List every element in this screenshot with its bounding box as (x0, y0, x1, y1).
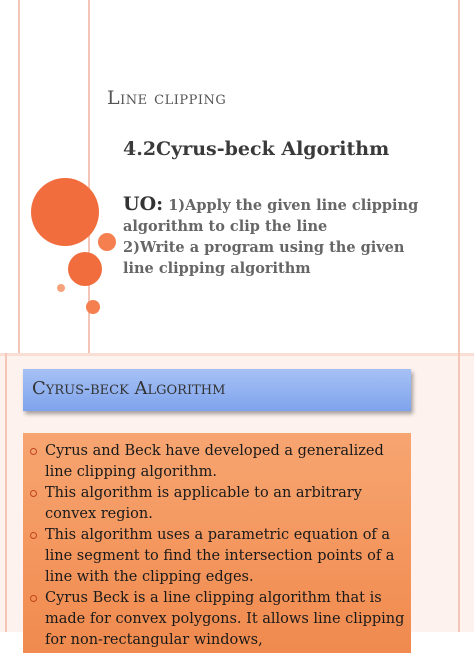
decorative-circle (68, 252, 102, 286)
list-item (23, 588, 403, 651)
bullet-circle-icon (30, 595, 37, 602)
decorative-circle (57, 284, 65, 292)
bullet-text: This algorithm is applicable to an arbitrary (45, 485, 362, 501)
bullet-text: for non-rectangular windows, (45, 632, 263, 648)
uo-first-line (123, 194, 453, 216)
decorative-circle (98, 233, 116, 251)
decorative-line (458, 353, 460, 632)
uo-text: 2)Write a program using the given (123, 239, 405, 256)
unit-outcomes (123, 194, 453, 279)
decorative-line (18, 0, 20, 353)
slide-divider (0, 353, 474, 356)
list-item (23, 441, 403, 483)
list-item (23, 525, 403, 588)
bullet-circle-icon (30, 448, 37, 455)
bullet-circle-icon (30, 532, 37, 539)
list-item (23, 483, 403, 525)
slide-title: Line clipping (107, 87, 227, 109)
bullet-text: convex region. (45, 506, 153, 522)
content-box (23, 433, 411, 653)
uo-text: line clipping algorithm (123, 260, 311, 277)
bullet-text: Cyrus Beck is a line clipping algorithm that is (45, 590, 382, 606)
bullet-text: This algorithm uses a parametric equation of a (45, 527, 391, 543)
decorative-circle (31, 178, 99, 246)
slide-title: Cyrus-beck Algorithm (32, 378, 226, 399)
bullet-text: Cyrus and Beck have developed a generalized (45, 443, 384, 459)
bullet-circle-icon (30, 490, 37, 497)
uo-text: 1)Apply the given line clipping (168, 197, 419, 214)
title-box (23, 369, 411, 411)
bullet-list (23, 433, 411, 651)
uo-label: UO: (123, 193, 164, 215)
slide-subtitle: 4.2Cyrus-beck Algorithm (123, 138, 390, 160)
bullet-text: line with the clipping edges. (45, 569, 254, 585)
decorative-line (458, 0, 460, 353)
slide-2 (0, 353, 474, 648)
bullet-text: line segment to find the intersection points of a (45, 548, 395, 564)
bullet-text: made for convex polygons. It allows line clipping (45, 611, 405, 627)
decorative-circle (86, 300, 100, 314)
decorative-line (5, 353, 7, 632)
uo-text: algorithm to clip the line (123, 218, 328, 235)
bullet-text: line clipping algorithm. (45, 464, 218, 480)
